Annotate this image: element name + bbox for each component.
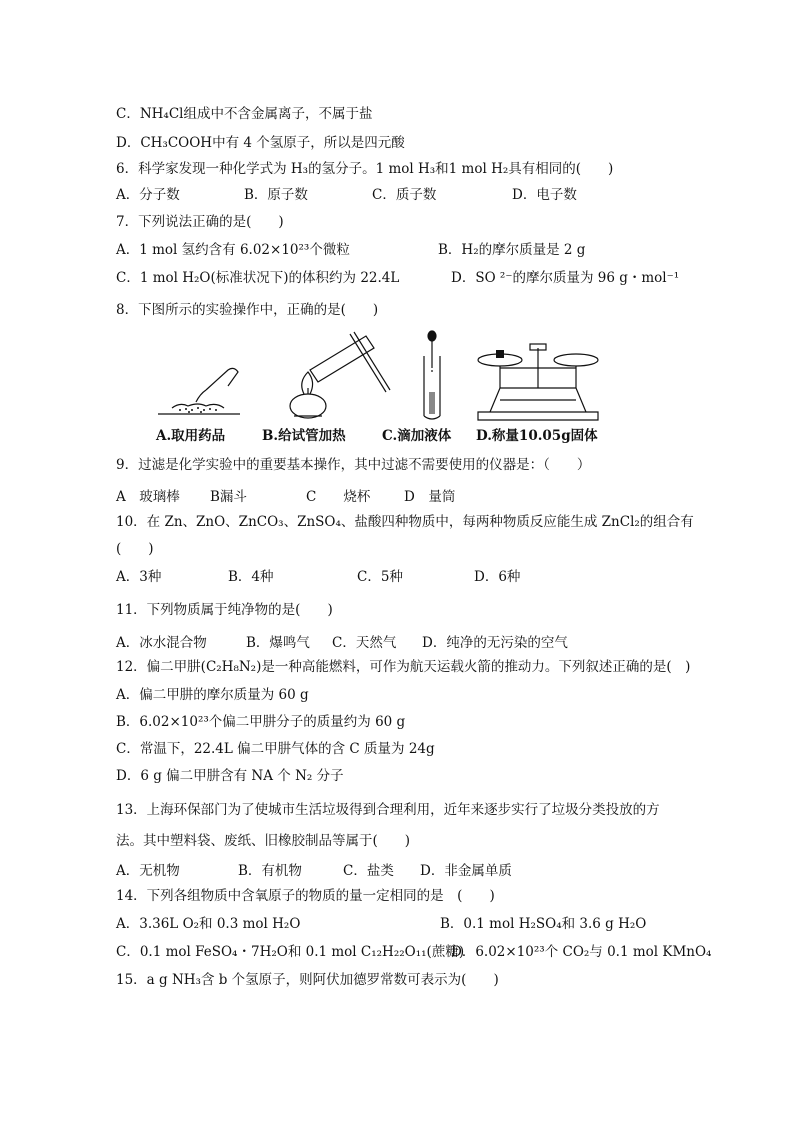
question-14: 14．下列各组物质中含氧原子的物质的量一定相同的是 ( ) — [116, 888, 495, 904]
option-d-ch3cooh: D．CH₃COOH中有 4 个氢原子，所以是四元酸 — [116, 135, 405, 151]
q13-option-a: A．无机物 — [116, 863, 180, 879]
q7-option-c: C．1 mol H₂O(标准状况下)的体积约为 22.4L — [116, 270, 400, 286]
q6-option-b: B．原子数 — [244, 187, 308, 203]
caption-d: D.称量10.05g固体 — [476, 428, 598, 444]
q10-option-b: B．4种 — [228, 569, 274, 585]
caption-a: A.取用药品 — [156, 428, 226, 444]
question-10: 10．在 Zn、ZnO、ZnCO₃、ZnSO₄、盐酸四种物质中，每两种物质反应能生成 ZnCl₂的组合有 — [116, 514, 694, 530]
q13-option-b: B．有机物 — [238, 863, 302, 879]
q10-option-c: C．5种 — [357, 569, 403, 585]
question-7: 7．下列说法正确的是( ) — [116, 214, 284, 230]
q11-option-c: C．天然气 — [332, 635, 397, 651]
question-13-continued: 法。其中塑料袋、废纸、旧橡胶制品等属于( ) — [116, 833, 411, 849]
q12-option-a: A．偏二甲肼的摩尔质量为 60 g — [116, 687, 309, 703]
question-12: 12．偏二甲肼(C₂H₈N₂)是一种高能燃料，可作为航天运载火箭的推动力。下列叙述正确的是( ) — [116, 659, 691, 675]
question-9: 9．过滤是化学实验中的重要基本操作，其中过滤不需要使用的仪器是：（ ） — [116, 457, 591, 473]
q14-option-b: B．0.1 mol H₂SO₄和 3.6 g H₂O — [440, 916, 647, 932]
q9-option-b: B漏斗 — [210, 489, 247, 505]
q6-option-d: D．电子数 — [512, 187, 577, 203]
q11-option-d: D．纯净的无污染的空气 — [422, 635, 568, 651]
q6-option-c: C．质子数 — [372, 187, 437, 203]
q14-option-d: D．6.02×10²³个 CO₂与 0.1 mol KMnO₄ — [451, 944, 712, 960]
q11-option-a: A．冰水混合物 — [116, 635, 207, 651]
q10-option-d: D．6种 — [474, 569, 521, 585]
question-6: 6．科学家发现一种化学式为 H₃的氢分子。1 mol H₃和1 mol H₂具有相同的( ) — [116, 161, 614, 177]
q9-option-d: D 量筒 — [404, 489, 456, 505]
question-11: 11．下列物质属于纯净物的是( ) — [116, 602, 333, 618]
q13-option-c: C．盐类 — [343, 863, 394, 879]
q12-option-b: B．6.02×10²³个偏二甲肼分子的质量约为 60 g — [116, 714, 406, 730]
q13-option-d: D．非金属单质 — [420, 863, 512, 879]
q7-option-a: A．1 mol 氢约含有 6.02×10²³个微粒 — [116, 242, 350, 258]
q7-option-d: D．SO ²⁻的摩尔质量为 96 g・mol⁻¹ — [451, 270, 680, 286]
question-8: 8．下图所示的实验操作中，正确的是( ) — [116, 302, 379, 318]
lab-operations-figure — [144, 330, 612, 444]
q14-option-c: C．0.1 mol FeSO₄・7H₂O和 0.1 mol C₁₂H₂₂O₁₁(蔗糖) — [116, 944, 465, 960]
q12-option-d: D．6 g 偏二甲肼含有 NA 个 N₂ 分子 — [116, 768, 344, 784]
q6-option-a: A．分子数 — [116, 187, 180, 203]
q10-option-a: A．3种 — [116, 569, 162, 585]
q9-option-c: C 烧杯 — [306, 489, 371, 505]
caption-b: B.给试管加热 — [262, 428, 346, 444]
q12-option-c: C．常温下，22.4L 偏二甲肼气体的含 C 质量为 24g — [116, 741, 435, 757]
question-13: 13．上海环保部门为了使城市生活垃圾得到合理利用，近年来逐步实行了垃圾分类投放的方 — [116, 802, 660, 818]
q7-option-b: B．H₂的摩尔质量是 2 g — [438, 242, 586, 258]
caption-c: C.滴加液体 — [382, 428, 452, 444]
q9-option-a: A 玻璃棒 — [116, 489, 180, 505]
question-15: 15．a g NH₃含 b 个氢原子，则阿伏加德罗常数可表示为( ) — [116, 972, 499, 988]
question-10-paren: ( ) — [116, 541, 154, 557]
option-c-nh4cl: C．NH₄Cl组成中不含金属离子，不属于盐 — [116, 106, 373, 122]
lab-apparatus-drawing — [144, 330, 612, 422]
q14-option-a: A．3.36L O₂和 0.3 mol H₂O — [116, 916, 301, 932]
q11-option-b: B．爆鸣气 — [246, 635, 310, 651]
